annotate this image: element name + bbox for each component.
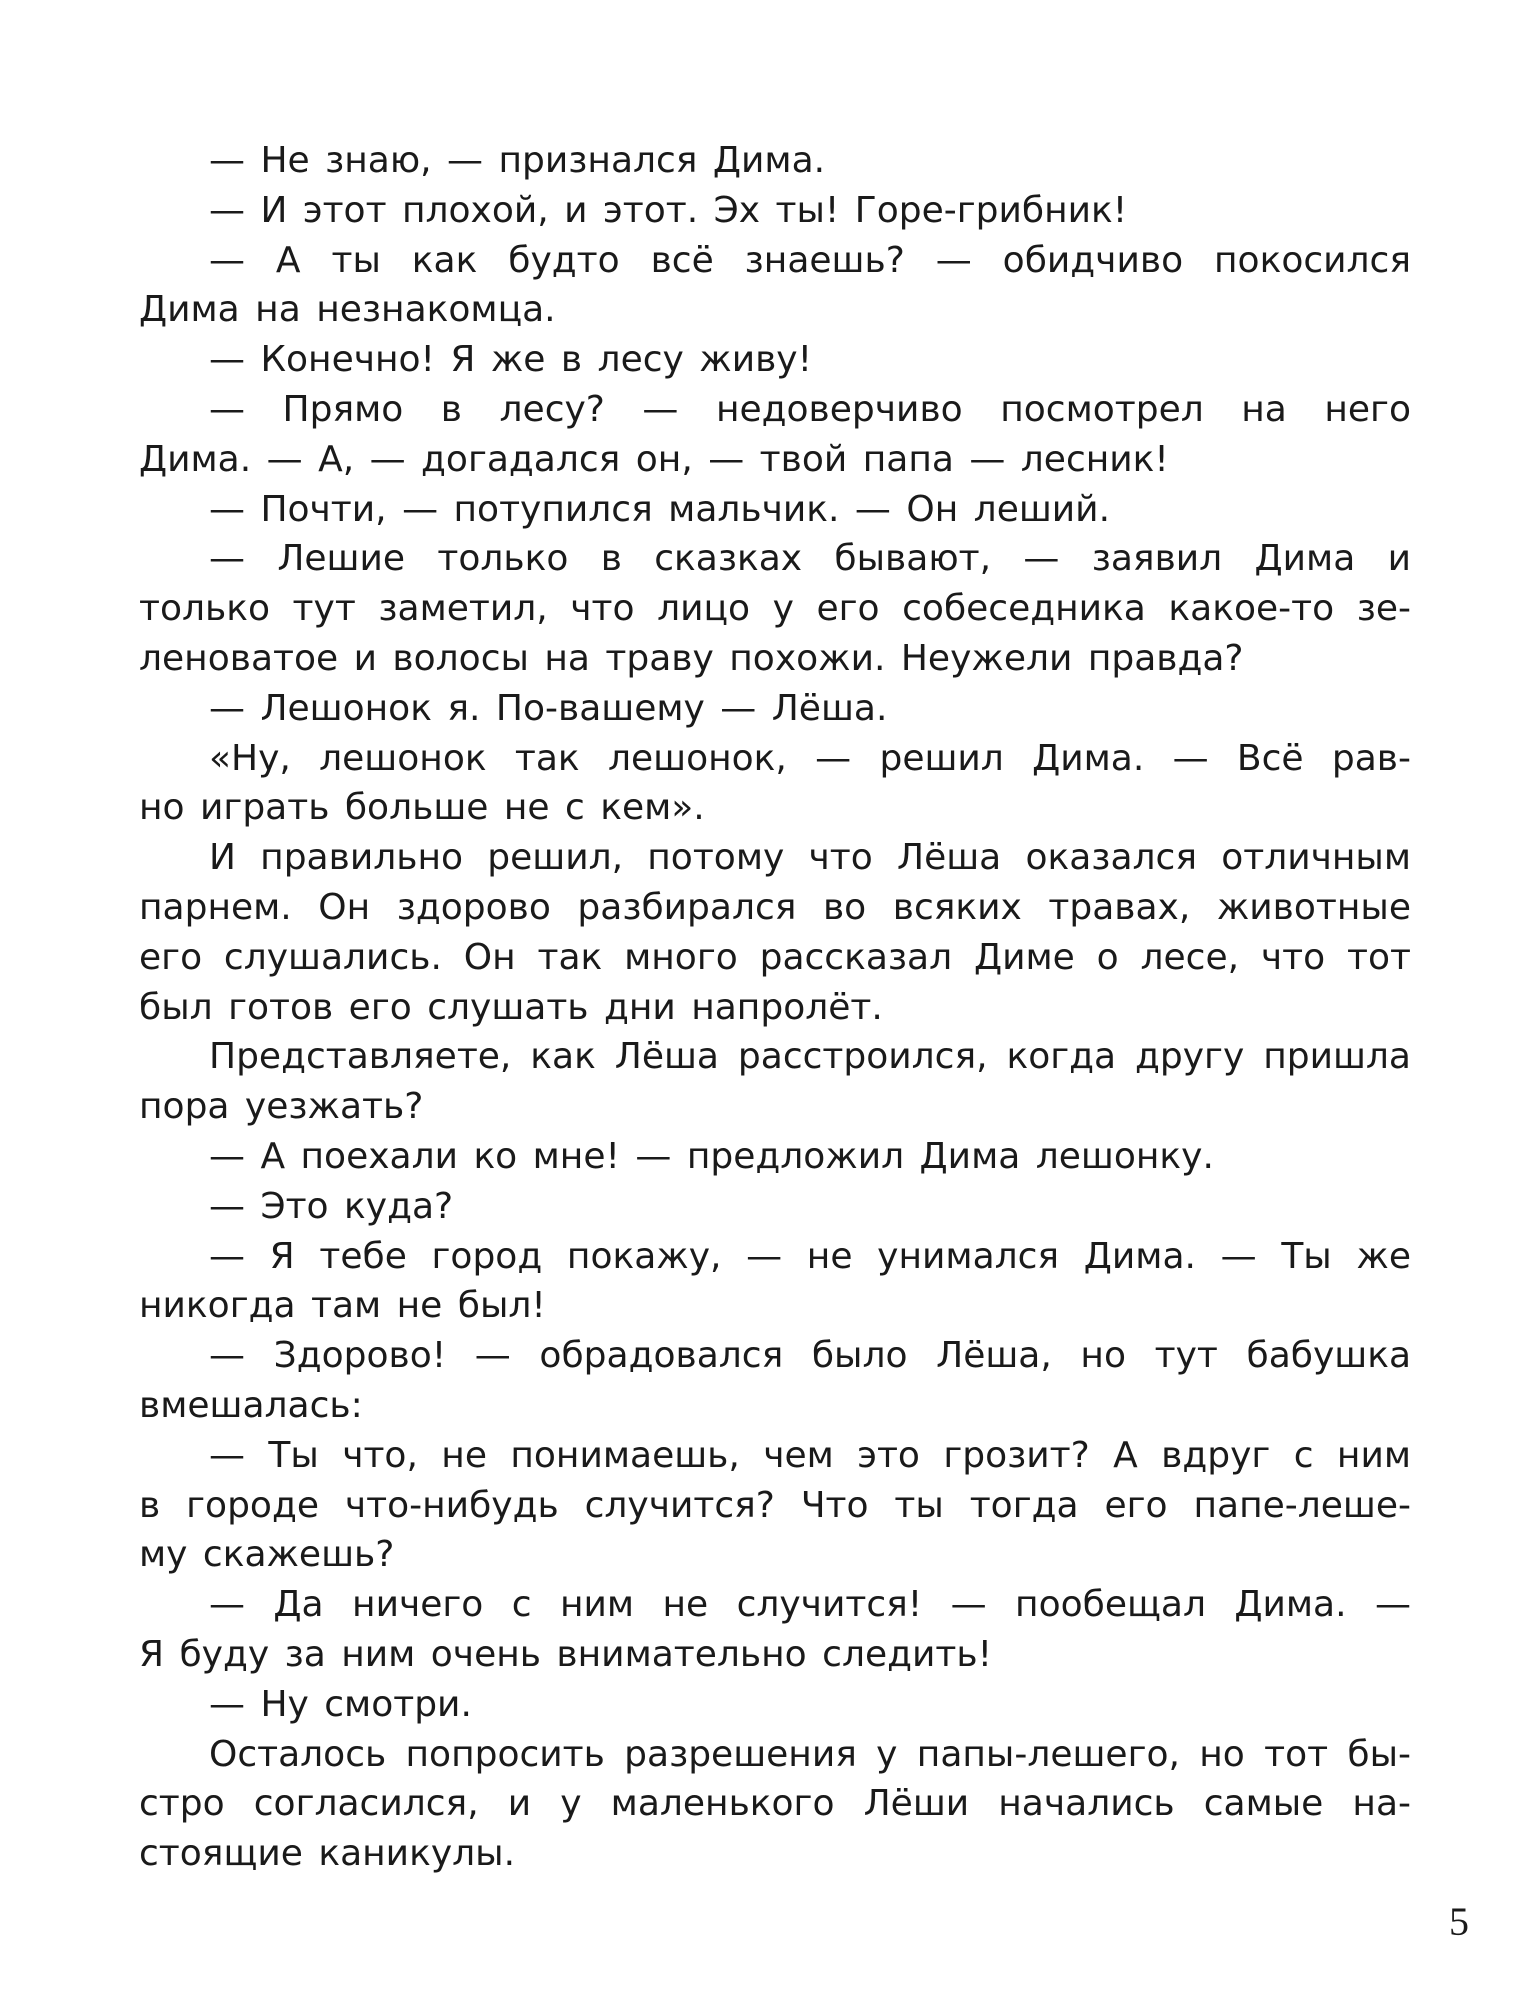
text-line: Осталось попросить разрешения у папы-лешего, но тот бы- [209,1733,1411,1775]
text-line: но играть больше не с кем». [139,787,705,829]
text-line: — Прямо в лесу? — недоверчиво посмотрел на него [209,388,1411,430]
text-line: парнем. Он здорово разбирался во всяких травах, животные [139,886,1411,928]
text-line: И правильно решил, потому что Лёша оказался отличным [209,837,1411,879]
text-line: «Ну, лешонок так лешонок, — решил Дима. — Всё рав- [209,737,1411,779]
text-line: — Да ничего с ним не случится! — пообещал Дима. — [209,1584,1411,1626]
text-line: му скажешь? [139,1534,395,1576]
text-line: в городе что-нибудь случится? Что ты тогда его папе-леше- [139,1484,1411,1526]
text-line: — И этот плохой, и этот. Эх ты! Горе-грибник! [209,189,1128,231]
text-line: никогда там не был! [139,1285,546,1327]
page-text-body [139,136,1411,1879]
text-line: — А ты как будто всё знаешь? — обидчиво покосился [209,239,1411,281]
text-line: — Ну смотри. [209,1683,472,1725]
text-line: — Я тебе город покажу, — не унимался Дима. — Ты же [209,1235,1411,1277]
text-line: его слушались. Он так много рассказал Диме о лесе, что тот [139,936,1411,978]
text-line: — Конечно! Я же в лесу живу! [209,339,813,381]
text-line: — А поехали ко мне! — предложил Дима лешонку. [209,1135,1214,1177]
text-line: Дима. — А, — догадался он, — твой папа — лесник! [139,438,1169,480]
text-line: Дима на незнакомца. [139,289,556,331]
text-line: вмешалась: [139,1384,363,1426]
text-line: — Это куда? [209,1185,454,1227]
text-line: — Здорово! — обрадовался было Лёша, но тут бабушка [209,1335,1411,1377]
text-line: стро согласился, и у маленького Лёши начались самые на- [139,1783,1411,1825]
text-line: только тут заметил, что лицо у его собеседника какое-то зе- [139,588,1411,630]
text-line: был готов его слушать дни напролёт. [139,986,883,1028]
text-line: — Не знаю, — признался Дима. [209,140,826,181]
text-line: — Лешонок я. По-вашему — Лёша. [209,687,888,729]
text-line: — Почти, — потупился мальчик. — Он леший. [209,488,1111,530]
page-number: 5 [1449,1899,1469,1944]
text-line: леноватое и волосы на траву похожи. Неужели правда? [139,637,1244,679]
text-line: пора уезжать? [139,1086,424,1128]
text-line: — Лешие только в сказках бывают, — заявил Дима и [209,538,1411,580]
text-line: Представляете, как Лёша расстроился, когда другу пришла [209,1036,1411,1078]
text-line: Я буду за ним очень внимательно следить! [139,1633,993,1675]
text-line: стоящие каникулы. [139,1833,516,1875]
text-line: — Ты что, не понимаешь, чем это грозит? А вдруг с ним [209,1434,1411,1476]
